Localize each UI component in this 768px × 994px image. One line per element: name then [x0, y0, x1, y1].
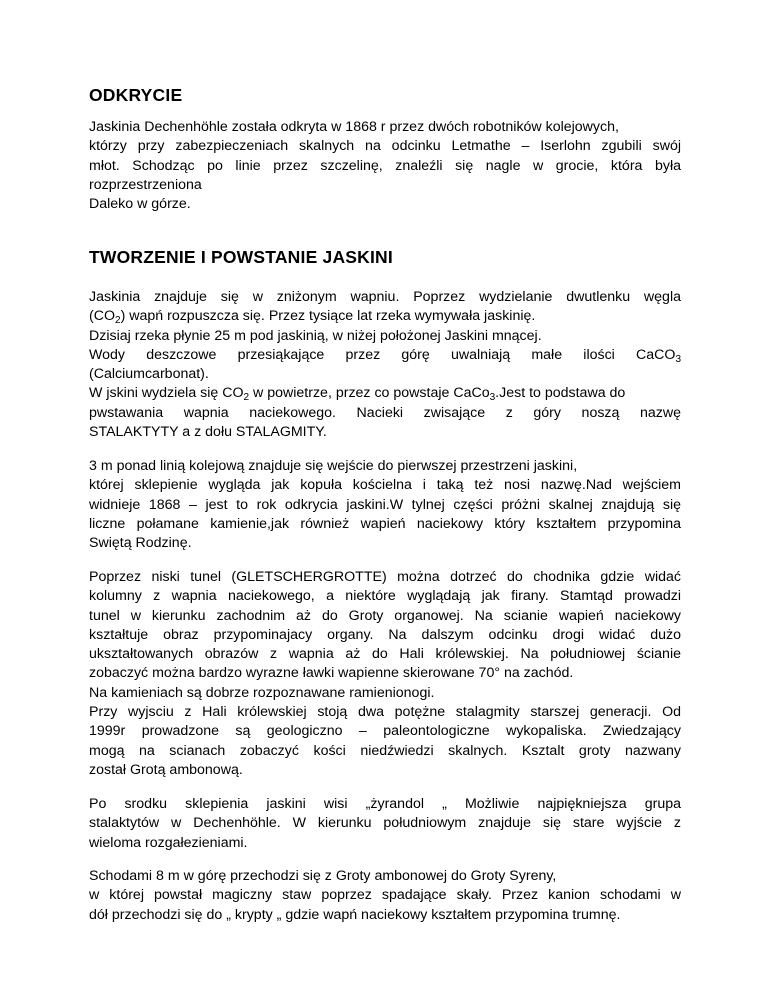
- paragraph-odkrycie: [89, 118, 681, 214]
- text-line: został Grotą ambonową.: [89, 761, 243, 778]
- section-heading-odkrycie: ODKRYCIE: [89, 85, 183, 105]
- text-line: (Calciumcarbonat).: [89, 366, 209, 383]
- text-line: STALAKTYTY a z dołu STALAGMITY.: [89, 424, 327, 441]
- text-fragment: ) wapń rozpuszcza się. Przez tysiące lat rzeka wymywała jaskinię.: [120, 308, 536, 325]
- text-line: Przy wyjsciu z Hali królewskiej stoją dwa potężne stalagmity starszej generacji. Od: [89, 704, 681, 721]
- text-line: młot. Schodząc po linie przez szczelinę, znaleźli się nagle w grocie, która była: [89, 157, 681, 174]
- text-line: kształtuje obraz przypominajacy organy. Na dalszym odcinku drogi widać dużo: [89, 626, 681, 643]
- text-line: Swiętą Rodzinę.: [89, 535, 192, 552]
- text-line: tunel w kierunku zachodnim aż do Groty organowej. Na scianie wapień naciekowy: [89, 607, 681, 624]
- text-line: w której powstał magiczny staw poprzez spadające skały. Przez kanion schodami w: [89, 887, 681, 904]
- text-fragment: W jskini wydziela się CO: [89, 385, 244, 402]
- section-heading-tworzenie: TWORZENIE I POWSTANIE JASKINI: [89, 247, 393, 267]
- text-line: stalaktytów w Dechenhöhle. W kierunku południowym znajduje się stare wyjście z: [89, 815, 681, 832]
- text-line: Schodami 8 m w górę przechodzi się z Groty ambonowej do Groty Syreny,: [89, 868, 557, 884]
- text-line: dół przechodzi się do „ krypty „ gdzie wapń naciekowy kształtem przypomina trumnę.: [89, 906, 621, 923]
- text-line: Poprzez niski tunel (GLETSCHERGROTTE) można dotrzeć do chodnika gdzie widać: [89, 569, 681, 585]
- text-line: pwstawania wapnia naciekowego. Nacieki zwisające z góry noszą nazwę: [89, 404, 681, 421]
- paragraph-tworzenie-3: [89, 568, 681, 780]
- text-line: ukształtowanych obrazów z wapnia aż do Hali królewskiej. Na południowej ścianie: [89, 646, 681, 663]
- text-line: kolumny z wapnia naciekowego, a niektóre wyglądają jak firany. Stamtąd prowadzi: [89, 588, 681, 605]
- text-fragment: (CO: [89, 308, 116, 325]
- text-line: Jaskinia znajduje się w zniżonym wapniu. Poprzez wydzielanie dwutlenku węgla: [89, 289, 681, 305]
- subscript: 3: [675, 353, 681, 365]
- text-line: Na kamieniach są dobrze rozpoznawane ramienionogi.: [89, 684, 435, 701]
- text-line: [89, 307, 681, 326]
- text-line: mogą na scianach zobaczyć kości niedźwiedzi skalnych. Ksztalt groty nazwany: [89, 742, 681, 759]
- text-line: rozprzestrzeniona: [89, 176, 202, 193]
- text-fragment: Wody deszczowe przesiąkające przez górę uwalniają małe ilości CaCO: [89, 346, 676, 363]
- text-fragment: w powietrze, przez co powstaje CaCo: [249, 385, 490, 402]
- text-line: zobaczyć można bardzo wyrazne ławki wapienne skierowane 70° na zachód.: [89, 665, 574, 682]
- text-line: Jaskinia Dechenhöhle została odkryta w 1868 r przez dwóch robotników kolejowych,: [89, 119, 619, 135]
- paragraph-tworzenie-1: [89, 288, 681, 442]
- subscript: 2: [243, 392, 250, 404]
- subscript: 3: [489, 392, 496, 404]
- text-line: [89, 346, 681, 365]
- text-line: Dzisiaj rzeka płynie 25 m pod jaskinią, w niżej położonej Jaskini mnącej.: [89, 327, 542, 344]
- text-line: Daleko w górze.: [89, 196, 191, 213]
- subscript: 2: [115, 315, 121, 327]
- paragraph-tworzenie-4: [89, 795, 681, 853]
- text-line: 1999r prowadzone są geologiczno – paleontologiczne wykopaliska. Zwiedzający: [89, 723, 681, 740]
- text-line: 3 m ponad linią kolejową znajduje się wejście do pierwszej przestrzeni jaskini,: [89, 458, 578, 474]
- text-line: wieloma rozgałezieniami.: [89, 834, 248, 851]
- paragraph-tworzenie-5: [89, 867, 681, 925]
- text-line: liczne połamane kamienie,jak również wapień naciekowy który kształtem przypomina: [89, 515, 681, 532]
- text-line: [89, 384, 681, 403]
- text-fragment: .Jest to podstawa do: [495, 385, 626, 402]
- text-line: której sklepienie wygląda jak kopuła kościelna i taką też nosi nazwę.Nad wejściem: [89, 477, 681, 494]
- text-line: Po srodku sklepienia jaskini wisi „żyrandol „ Możliwie najpiękniejsza grupa: [89, 796, 681, 812]
- text-line: widnieje 1868 – jest to rok odkrycia jaskini.W tylnej części próżni skalnej znajdują się: [89, 496, 681, 513]
- paragraph-tworzenie-2: [89, 457, 681, 553]
- text-line: którzy przy zabezpieczeniach skalnych na odcinku Letmathe – Iserlohn zgubili swój: [89, 138, 681, 155]
